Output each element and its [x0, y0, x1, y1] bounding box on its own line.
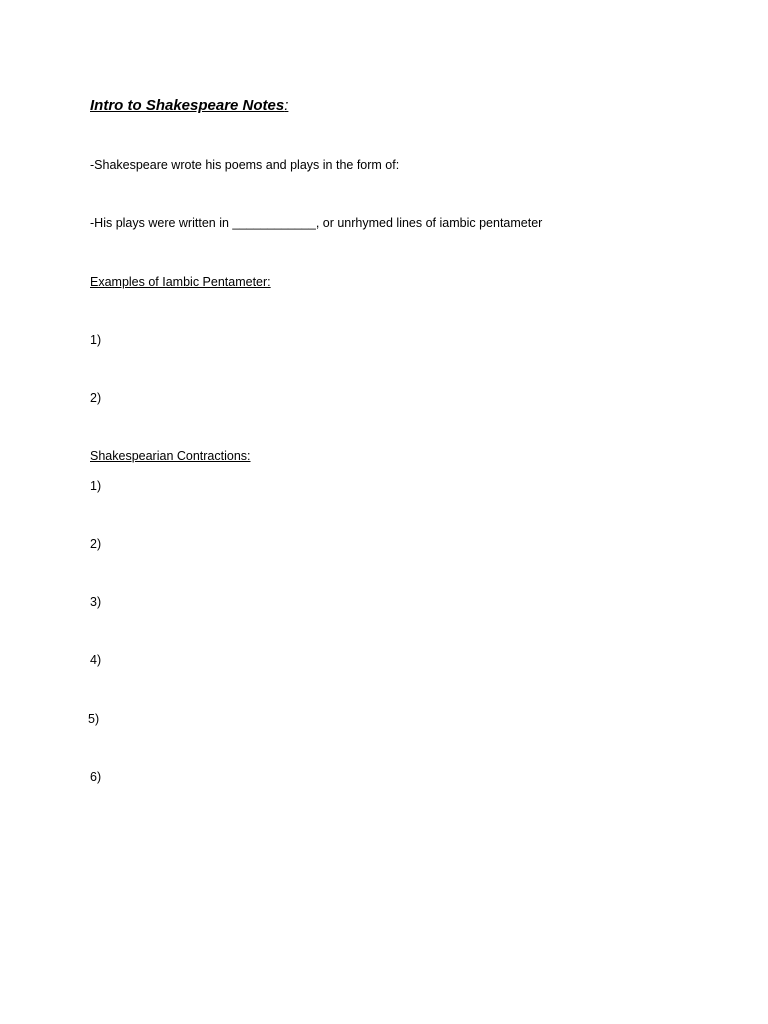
title-text: Intro to Shakespeare Notes	[90, 97, 285, 114]
contraction-item-2: 2)	[90, 537, 102, 551]
note-form-of: -Shakespeare wrote his poems and plays in the form of:	[90, 158, 400, 172]
example-item-2: 2)	[90, 391, 102, 405]
page-title	[90, 96, 288, 116]
examples-heading: Examples of Iambic Pentameter:	[90, 275, 271, 289]
contraction-item-5: 5)	[88, 712, 100, 726]
note-blank-verse: -His plays were written in ____________, or unrhymed lines of iambic pentameter	[90, 216, 543, 230]
example-item-1: 1)	[90, 333, 102, 347]
contraction-item-1: 1)	[90, 479, 102, 493]
title-colon: :	[284, 97, 289, 114]
contraction-item-6: 6)	[90, 770, 102, 784]
contractions-heading: Shakespearian Contractions:	[90, 449, 251, 463]
contraction-item-3: 3)	[90, 595, 102, 609]
contraction-item-4: 4)	[90, 653, 102, 667]
